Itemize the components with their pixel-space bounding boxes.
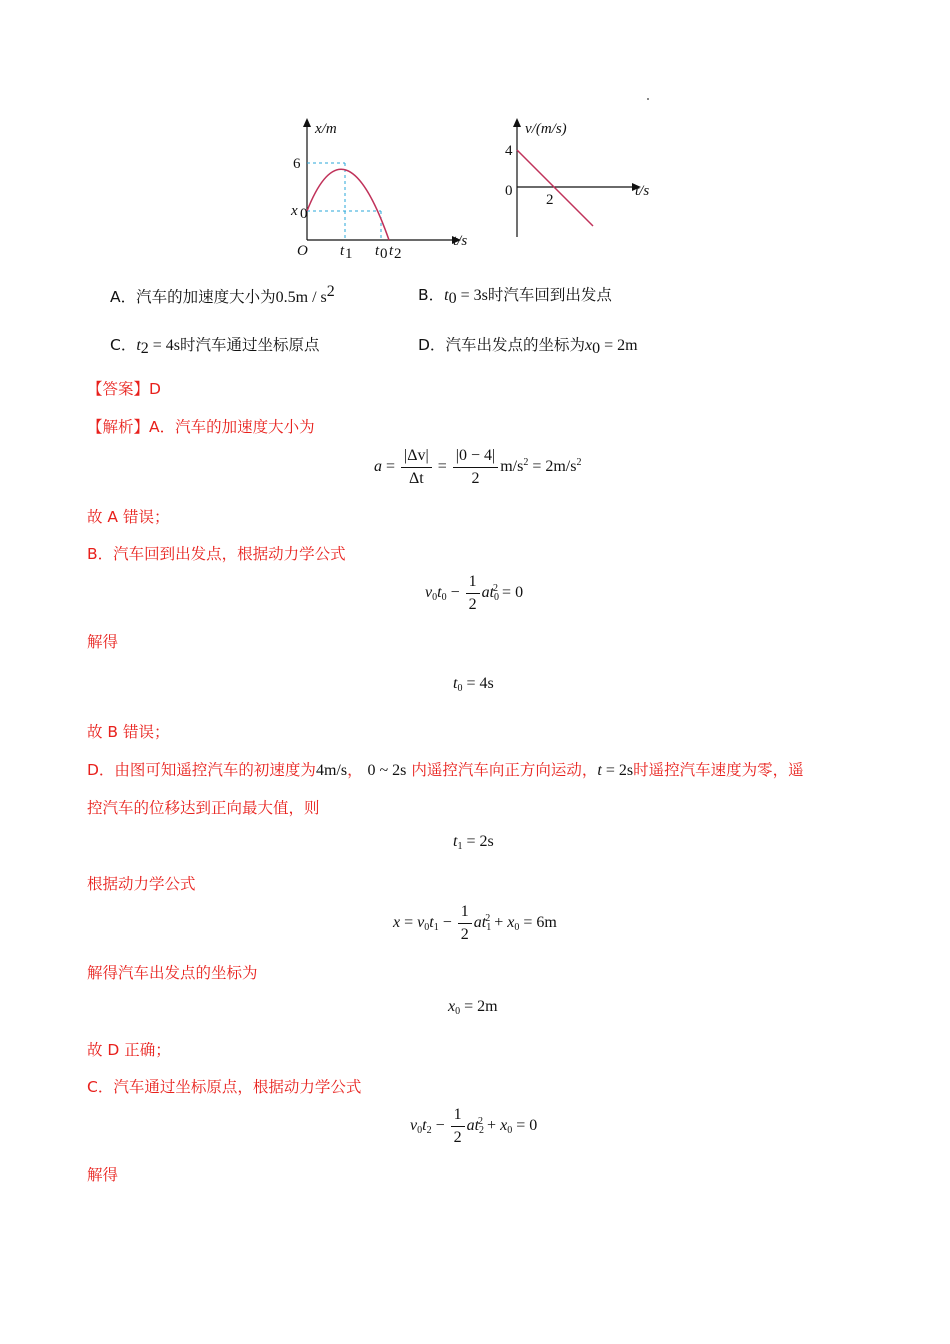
velocity-time-graph xyxy=(495,115,675,245)
option-a: A．汽车的加速度大小为$0.5m / s^2$ xyxy=(110,283,335,306)
analysis-d-line2: 控汽车的位移达到正向最大值，则 xyxy=(87,799,320,817)
x-graph-origin: O xyxy=(297,243,308,259)
x-graph-x0-sub: 0 xyxy=(300,206,308,222)
position-time-graph xyxy=(285,115,480,265)
x-graph-peak-label: 6 xyxy=(293,156,301,172)
position-curve xyxy=(307,169,389,240)
x-graph-t2: t xyxy=(389,243,394,259)
v-graph-x-intercept: 2 xyxy=(546,192,554,208)
x-graph-xlabel: t/s xyxy=(453,233,468,249)
v-y-axis-arrow xyxy=(513,118,521,127)
x-graph-t1: t xyxy=(340,243,345,259)
analysis-b-solve: 解得 xyxy=(87,633,119,651)
frac1-numerator: |Δv| xyxy=(401,447,432,468)
velocity-line xyxy=(517,150,593,226)
option-b: B．$t_0 = 3s$时汽车回到出发点 xyxy=(418,286,612,307)
equation-acceleration: a = $\frac{|\Delta v|}{\Delta t}$ = $\frac{|0 - 4|}{2}$ $m/s^2 = 2m/s^2$ xyxy=(374,447,582,487)
equation-t0-result: $t_0 = 4s$ xyxy=(453,675,494,694)
option-d: D．汽车出发点的坐标为$x_0 = 2m$ xyxy=(418,336,638,357)
option-c: C．$t_2 = 4s$时汽车通过坐标原点 xyxy=(110,336,320,357)
v-graph-zero: 0 xyxy=(505,183,513,199)
analysis-a-conclusion: 故 A 错误； xyxy=(87,508,170,526)
x-graph-x0-label: x xyxy=(291,203,298,219)
analysis-b-conclusion: 故 B 错误； xyxy=(87,723,170,741)
analysis-d-conclusion: 故 D 正确； xyxy=(87,1041,171,1059)
x-graph-t0-sub: 0 xyxy=(380,246,388,262)
equation-c: $v_0t_2$ − $\frac{1}{2}$ $at_2^2 + x_0 = 0$ xyxy=(410,1106,538,1146)
analysis-b-intro: B．汽车回到出发点，根据动力学公式 xyxy=(87,545,346,563)
frac2-denominator: 2 xyxy=(471,470,480,487)
x-graph-t1-sub: 1 xyxy=(345,246,353,262)
equation-b: $v_0t_0$ − $\frac{1}{2}$ $at_0^2 = 0$ xyxy=(425,573,524,613)
equation-t1: $t_1 = 2s$ xyxy=(453,833,494,852)
x-graph-ylabel: x/m xyxy=(315,121,337,137)
analysis-d-solve: 解得汽车出发点的坐标为 xyxy=(87,964,258,982)
analysis-c-intro: C．汽车通过坐标原点，根据动力学公式 xyxy=(87,1078,362,1096)
analysis-d-intro: D．由图可知遥控汽车的初速度为4m/s， 0 ~ 2s 内遥控汽车向正方向运动，t = 2s时遥控汽车速度为零，遥 xyxy=(87,761,804,779)
v-graph-intercept: 4 xyxy=(505,143,513,159)
v-graph-ylabel: v/(m/s) xyxy=(525,121,567,137)
x-graph-t0: t xyxy=(375,243,380,259)
x-graph-t2-sub: 2 xyxy=(394,246,402,262)
stray-dot xyxy=(647,98,649,100)
y-axis-arrow xyxy=(303,118,311,127)
equation-d: $x = v_0t_1$ − $\frac{1}{2}$ $at_1^2 + x_0 = 6m$ xyxy=(393,903,557,943)
equation-x0-result: $x_0 = 2m$ xyxy=(448,998,498,1017)
analysis-a-intro: 【解析】A．汽车的加速度大小为 xyxy=(87,418,315,436)
answer-line: 【答案】D xyxy=(87,380,161,398)
analysis-d-formula-intro: 根据动力学公式 xyxy=(87,875,196,893)
v-graph-xlabel: t/s xyxy=(635,183,650,199)
frac1-denominator: Δt xyxy=(409,470,424,487)
frac2-numerator: |0 − 4| xyxy=(453,447,498,468)
analysis-c-solve: 解得 xyxy=(87,1166,119,1184)
